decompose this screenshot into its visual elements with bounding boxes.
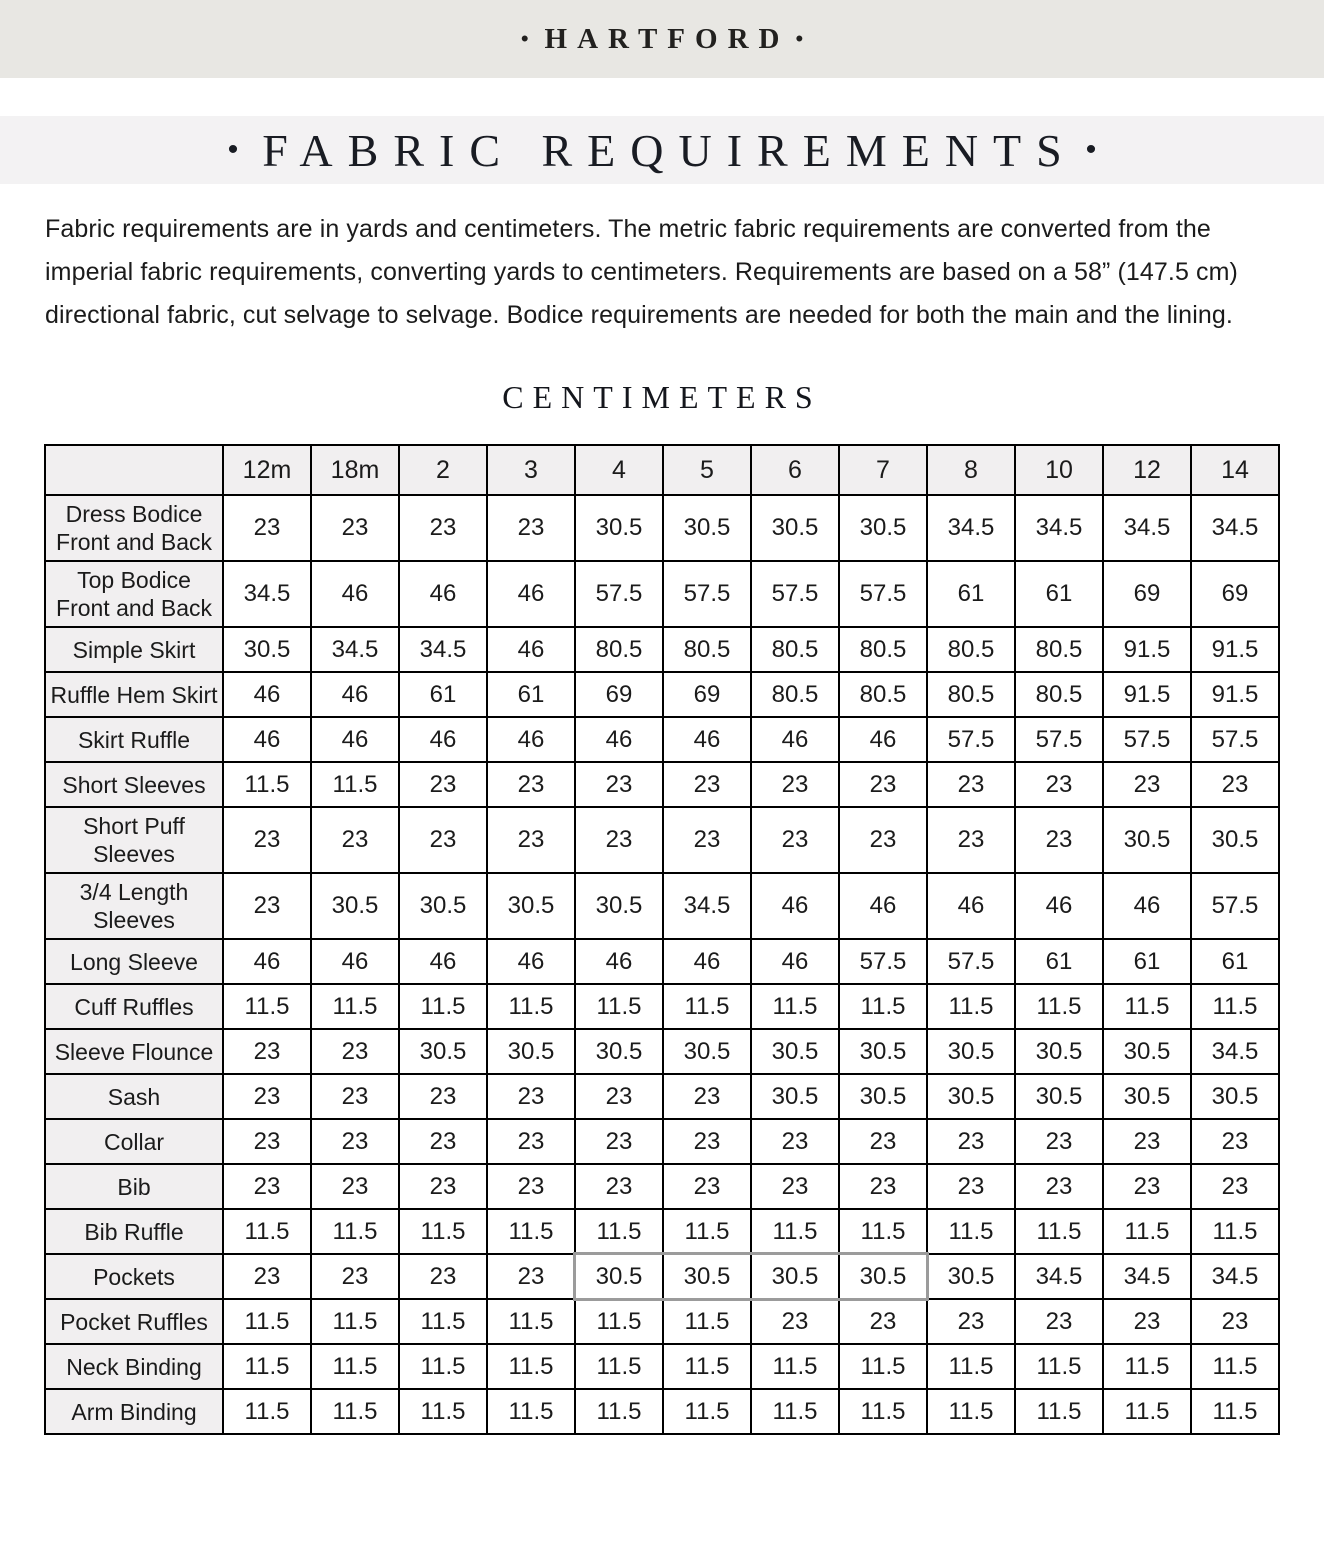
size-column-header: 3	[487, 445, 575, 495]
value-cell: 11.5	[575, 1299, 663, 1344]
value-cell: 11.5	[487, 1299, 575, 1344]
value-cell: 30.5	[487, 873, 575, 939]
value-cell: 11.5	[1103, 1209, 1191, 1254]
value-cell: 46	[663, 939, 751, 984]
value-cell: 34.5	[311, 627, 399, 672]
value-cell: 46	[751, 939, 839, 984]
value-cell: 11.5	[1015, 1389, 1103, 1434]
value-cell: 11.5	[575, 1344, 663, 1389]
value-cell: 11.5	[1015, 984, 1103, 1029]
size-column-header: 4	[575, 445, 663, 495]
value-cell: 23	[1015, 1299, 1103, 1344]
size-column-header: 2	[399, 445, 487, 495]
value-cell: 23	[927, 1119, 1015, 1164]
value-cell: 34.5	[927, 495, 1015, 561]
value-cell: 30.5	[927, 1074, 1015, 1119]
value-cell: 23	[311, 1254, 399, 1299]
row-label: Top Bodice Front and Back	[45, 561, 223, 627]
row-label: Pockets	[45, 1254, 223, 1299]
value-cell: 91.5	[1103, 672, 1191, 717]
value-cell: 61	[1015, 561, 1103, 627]
value-cell: 57.5	[839, 939, 927, 984]
value-cell: 11.5	[311, 1209, 399, 1254]
value-cell: 23	[223, 1254, 311, 1299]
value-cell: 46	[311, 561, 399, 627]
value-cell: 46	[399, 561, 487, 627]
table-row	[45, 1254, 1279, 1299]
table-row	[45, 873, 1279, 939]
value-cell: 11.5	[487, 1389, 575, 1434]
value-cell: 23	[311, 495, 399, 561]
value-cell: 23	[1015, 1119, 1103, 1164]
value-cell: 23	[223, 873, 311, 939]
header-row	[45, 445, 1279, 495]
value-cell: 11.5	[927, 984, 1015, 1029]
value-cell: 30.5	[751, 495, 839, 561]
value-cell: 46	[575, 939, 663, 984]
value-cell: 11.5	[663, 1209, 751, 1254]
value-cell: 11.5	[751, 1344, 839, 1389]
row-label: 3/4 Length Sleeves	[45, 873, 223, 939]
value-cell: 11.5	[663, 1299, 751, 1344]
value-cell: 23	[399, 1254, 487, 1299]
value-cell: 23	[1103, 1119, 1191, 1164]
value-cell: 11.5	[1191, 984, 1279, 1029]
value-cell: 23	[663, 1164, 751, 1209]
value-cell: 23	[487, 807, 575, 873]
value-cell: 23	[839, 762, 927, 807]
value-cell: 23	[1103, 762, 1191, 807]
value-cell: 11.5	[399, 984, 487, 1029]
value-cell: 11.5	[223, 984, 311, 1029]
value-cell: 23	[927, 1164, 1015, 1209]
row-label: Dress Bodice Front and Back	[45, 495, 223, 561]
size-column-header: 5	[663, 445, 751, 495]
value-cell: 30.5	[1015, 1029, 1103, 1074]
value-cell: 23	[751, 807, 839, 873]
table-row	[45, 495, 1279, 561]
value-cell: 11.5	[1191, 1389, 1279, 1434]
value-cell: 11.5	[575, 1389, 663, 1434]
value-cell: 80.5	[751, 627, 839, 672]
value-cell: 57.5	[751, 561, 839, 627]
size-column-header: 6	[751, 445, 839, 495]
value-cell: 30.5	[663, 1254, 751, 1299]
value-cell: 61	[1015, 939, 1103, 984]
value-cell: 23	[927, 1299, 1015, 1344]
row-label: Collar	[45, 1119, 223, 1164]
value-cell: 23	[487, 1119, 575, 1164]
row-label: Sleeve Flounce	[45, 1029, 223, 1074]
value-cell: 91.5	[1103, 627, 1191, 672]
value-cell: 46	[487, 561, 575, 627]
row-label: Cuff Ruffles	[45, 984, 223, 1029]
value-cell: 69	[1191, 561, 1279, 627]
value-cell: 23	[399, 807, 487, 873]
value-cell: 30.5	[1015, 1074, 1103, 1119]
value-cell: 30.5	[1103, 807, 1191, 873]
value-cell: 23	[1015, 762, 1103, 807]
value-cell: 23	[399, 495, 487, 561]
value-cell: 30.5	[927, 1254, 1015, 1299]
value-cell: 46	[311, 939, 399, 984]
value-cell: 30.5	[575, 873, 663, 939]
row-label: Skirt Ruffle	[45, 717, 223, 762]
value-cell: 23	[223, 807, 311, 873]
value-cell: 46	[487, 939, 575, 984]
value-cell: 30.5	[1103, 1074, 1191, 1119]
value-cell: 30.5	[663, 1029, 751, 1074]
row-label: Simple Skirt	[45, 627, 223, 672]
value-cell: 61	[399, 672, 487, 717]
value-cell: 11.5	[927, 1209, 1015, 1254]
value-cell: 46	[751, 873, 839, 939]
value-cell: 11.5	[751, 1209, 839, 1254]
value-cell: 11.5	[311, 1344, 399, 1389]
value-cell: 11.5	[663, 1389, 751, 1434]
size-column-header: 18m	[311, 445, 399, 495]
value-cell: 46	[487, 717, 575, 762]
value-cell: 30.5	[1191, 1074, 1279, 1119]
value-cell: 11.5	[487, 1209, 575, 1254]
value-cell: 30.5	[663, 495, 751, 561]
table-row	[45, 807, 1279, 873]
value-cell: 23	[1103, 1164, 1191, 1209]
value-cell: 46	[839, 717, 927, 762]
value-cell: 11.5	[663, 984, 751, 1029]
size-column-header: 7	[839, 445, 927, 495]
value-cell: 23	[1015, 1164, 1103, 1209]
corner-cell	[45, 445, 223, 495]
value-cell: 23	[1191, 1299, 1279, 1344]
requirements-table	[44, 444, 1280, 1435]
value-cell: 23	[223, 1119, 311, 1164]
value-cell: 11.5	[487, 1344, 575, 1389]
value-cell: 30.5	[751, 1029, 839, 1074]
value-cell: 11.5	[223, 1344, 311, 1389]
value-cell: 91.5	[1191, 627, 1279, 672]
value-cell: 11.5	[1015, 1344, 1103, 1389]
table-row	[45, 1164, 1279, 1209]
value-cell: 61	[1191, 939, 1279, 984]
value-cell: 46	[311, 717, 399, 762]
value-cell: 30.5	[311, 873, 399, 939]
value-cell: 46	[399, 717, 487, 762]
title-bullet-left: •	[227, 133, 239, 166]
value-cell: 46	[223, 717, 311, 762]
value-cell: 11.5	[927, 1389, 1015, 1434]
value-cell: 69	[575, 672, 663, 717]
value-cell: 30.5	[839, 1029, 927, 1074]
value-cell: 46	[663, 717, 751, 762]
value-cell: 57.5	[575, 561, 663, 627]
value-cell: 11.5	[1191, 1209, 1279, 1254]
value-cell: 34.5	[663, 873, 751, 939]
value-cell: 34.5	[1191, 1029, 1279, 1074]
units-heading: CENTIMETERS	[502, 379, 822, 415]
value-cell: 11.5	[311, 762, 399, 807]
value-cell: 46	[927, 873, 1015, 939]
value-cell: 23	[839, 807, 927, 873]
value-cell: 23	[399, 1074, 487, 1119]
value-cell: 80.5	[1015, 627, 1103, 672]
requirements-table-wrap	[44, 444, 1280, 1435]
value-cell: 23	[311, 1119, 399, 1164]
value-cell: 11.5	[399, 1299, 487, 1344]
table-row	[45, 561, 1279, 627]
value-cell: 46	[223, 939, 311, 984]
brand-title: HARTFORD	[544, 22, 790, 55]
value-cell: 30.5	[575, 1254, 663, 1299]
value-cell: 57.5	[1015, 717, 1103, 762]
value-cell: 11.5	[575, 1209, 663, 1254]
value-cell: 80.5	[751, 672, 839, 717]
value-cell: 23	[575, 762, 663, 807]
size-column-header: 12m	[223, 445, 311, 495]
value-cell: 11.5	[487, 984, 575, 1029]
table-row	[45, 672, 1279, 717]
table-row	[45, 1074, 1279, 1119]
value-cell: 23	[927, 807, 1015, 873]
value-cell: 23	[487, 1074, 575, 1119]
intro-paragraph: Fabric requirements are in yards and centimeters. The metric fabric requirements are converted from the imperial fabric requirements, converting yards to centimeters. Requirements are based on a 58” (147.5 cm) directional fabric, cut selvage to selvage. Bodice requirements are needed for both the main and the lining.	[45, 215, 1238, 329]
value-cell: 23	[839, 1119, 927, 1164]
value-cell: 30.5	[839, 1074, 927, 1119]
value-cell: 11.5	[751, 984, 839, 1029]
table-row	[45, 939, 1279, 984]
row-label: Short Sleeves	[45, 762, 223, 807]
value-cell: 30.5	[751, 1074, 839, 1119]
page-title: FABRIC REQUIREMENTS	[262, 124, 1077, 176]
value-cell: 80.5	[839, 672, 927, 717]
value-cell: 23	[663, 762, 751, 807]
table-row	[45, 1029, 1279, 1074]
value-cell: 23	[311, 1029, 399, 1074]
value-cell: 80.5	[1015, 672, 1103, 717]
value-cell: 23	[1015, 807, 1103, 873]
value-cell: 23	[575, 807, 663, 873]
table-row	[45, 627, 1279, 672]
value-cell: 30.5	[1191, 807, 1279, 873]
value-cell: 30.5	[487, 1029, 575, 1074]
value-cell: 57.5	[1191, 873, 1279, 939]
value-cell: 80.5	[927, 672, 1015, 717]
value-cell: 34.5	[1103, 1254, 1191, 1299]
value-cell: 57.5	[1191, 717, 1279, 762]
value-cell: 23	[575, 1119, 663, 1164]
value-cell: 11.5	[399, 1209, 487, 1254]
value-cell: 34.5	[223, 561, 311, 627]
row-label: Bib	[45, 1164, 223, 1209]
value-cell: 91.5	[1191, 672, 1279, 717]
value-cell: 80.5	[575, 627, 663, 672]
value-cell: 30.5	[839, 1254, 927, 1299]
row-label: Ruffle Hem Skirt	[45, 672, 223, 717]
value-cell: 30.5	[399, 1029, 487, 1074]
table-row	[45, 1209, 1279, 1254]
value-cell: 11.5	[1103, 1344, 1191, 1389]
value-cell: 23	[1103, 1299, 1191, 1344]
value-cell: 23	[399, 762, 487, 807]
value-cell: 46	[751, 717, 839, 762]
value-cell: 23	[487, 1254, 575, 1299]
value-cell: 46	[487, 627, 575, 672]
value-cell: 23	[663, 1119, 751, 1164]
value-cell: 11.5	[311, 1299, 399, 1344]
row-label: Long Sleeve	[45, 939, 223, 984]
value-cell: 46	[1015, 873, 1103, 939]
value-cell: 11.5	[839, 1389, 927, 1434]
value-cell: 30.5	[575, 1029, 663, 1074]
value-cell: 61	[927, 561, 1015, 627]
value-cell: 11.5	[575, 984, 663, 1029]
value-cell: 11.5	[927, 1344, 1015, 1389]
title-bullet-right: •	[1085, 133, 1097, 166]
value-cell: 80.5	[839, 627, 927, 672]
size-column-header: 8	[927, 445, 1015, 495]
brand-bullet-left: •	[520, 26, 529, 51]
value-cell: 46	[399, 939, 487, 984]
value-cell: 23	[399, 1119, 487, 1164]
value-cell: 30.5	[751, 1254, 839, 1299]
value-cell: 30.5	[223, 627, 311, 672]
value-cell: 23	[1191, 762, 1279, 807]
value-cell: 34.5	[399, 627, 487, 672]
value-cell: 46	[223, 672, 311, 717]
value-cell: 23	[1191, 1119, 1279, 1164]
size-column-header: 10	[1015, 445, 1103, 495]
value-cell: 30.5	[399, 873, 487, 939]
value-cell: 46	[1103, 873, 1191, 939]
row-label: Sash	[45, 1074, 223, 1119]
value-cell: 30.5	[839, 495, 927, 561]
value-cell: 57.5	[927, 717, 1015, 762]
page-title-band	[0, 116, 1324, 184]
value-cell: 23	[487, 762, 575, 807]
value-cell: 46	[575, 717, 663, 762]
value-cell: 34.5	[1015, 495, 1103, 561]
value-cell: 11.5	[663, 1344, 751, 1389]
value-cell: 69	[1103, 561, 1191, 627]
value-cell: 23	[751, 1119, 839, 1164]
value-cell: 11.5	[1103, 984, 1191, 1029]
value-cell: 23	[223, 1164, 311, 1209]
value-cell: 23	[399, 1164, 487, 1209]
value-cell: 11.5	[839, 1344, 927, 1389]
value-cell: 23	[751, 1299, 839, 1344]
value-cell: 11.5	[751, 1389, 839, 1434]
value-cell: 23	[223, 1029, 311, 1074]
value-cell: 23	[839, 1299, 927, 1344]
value-cell: 23	[575, 1164, 663, 1209]
value-cell: 30.5	[575, 495, 663, 561]
value-cell: 57.5	[839, 561, 927, 627]
value-cell: 11.5	[223, 762, 311, 807]
value-cell: 23	[223, 1074, 311, 1119]
row-label: Pocket Ruffles	[45, 1299, 223, 1344]
value-cell: 23	[487, 495, 575, 561]
size-column-header: 14	[1191, 445, 1279, 495]
value-cell: 11.5	[223, 1389, 311, 1434]
table-row	[45, 1299, 1279, 1344]
value-cell: 11.5	[311, 984, 399, 1029]
row-label: Short Puff Sleeves	[45, 807, 223, 873]
value-cell: 11.5	[223, 1299, 311, 1344]
value-cell: 23	[751, 1164, 839, 1209]
value-cell: 34.5	[1015, 1254, 1103, 1299]
table-row	[45, 1389, 1279, 1434]
value-cell: 57.5	[927, 939, 1015, 984]
value-cell: 23	[927, 762, 1015, 807]
table-row	[45, 1119, 1279, 1164]
value-cell: 23	[223, 495, 311, 561]
value-cell: 57.5	[1103, 717, 1191, 762]
value-cell: 34.5	[1103, 495, 1191, 561]
value-cell: 30.5	[1103, 1029, 1191, 1074]
value-cell: 11.5	[223, 1209, 311, 1254]
value-cell: 23	[311, 1164, 399, 1209]
size-column-header: 12	[1103, 445, 1191, 495]
value-cell: 61	[1103, 939, 1191, 984]
value-cell: 34.5	[1191, 495, 1279, 561]
table-row	[45, 1344, 1279, 1389]
value-cell: 23	[311, 1074, 399, 1119]
value-cell: 34.5	[1191, 1254, 1279, 1299]
value-cell: 61	[487, 672, 575, 717]
table-row	[45, 717, 1279, 762]
value-cell: 11.5	[1191, 1344, 1279, 1389]
table-row	[45, 984, 1279, 1029]
value-cell: 80.5	[927, 627, 1015, 672]
value-cell: 23	[751, 762, 839, 807]
value-cell: 11.5	[311, 1389, 399, 1434]
value-cell: 46	[839, 873, 927, 939]
value-cell: 23	[1191, 1164, 1279, 1209]
value-cell: 11.5	[399, 1344, 487, 1389]
value-cell: 11.5	[839, 1209, 927, 1254]
value-cell: 23	[663, 1074, 751, 1119]
value-cell: 11.5	[1103, 1389, 1191, 1434]
row-label: Arm Binding	[45, 1389, 223, 1434]
row-label: Bib Ruffle	[45, 1209, 223, 1254]
table-row	[45, 762, 1279, 807]
value-cell: 23	[839, 1164, 927, 1209]
row-label: Neck Binding	[45, 1344, 223, 1389]
value-cell: 23	[311, 807, 399, 873]
brand-band	[0, 0, 1324, 78]
value-cell: 46	[311, 672, 399, 717]
value-cell: 80.5	[663, 627, 751, 672]
value-cell: 30.5	[927, 1029, 1015, 1074]
value-cell: 23	[575, 1074, 663, 1119]
value-cell: 69	[663, 672, 751, 717]
value-cell: 11.5	[839, 984, 927, 1029]
brand-bullet-right: •	[795, 26, 804, 51]
value-cell: 11.5	[399, 1389, 487, 1434]
value-cell: 23	[663, 807, 751, 873]
value-cell: 23	[487, 1164, 575, 1209]
value-cell: 57.5	[663, 561, 751, 627]
value-cell: 11.5	[1015, 1209, 1103, 1254]
